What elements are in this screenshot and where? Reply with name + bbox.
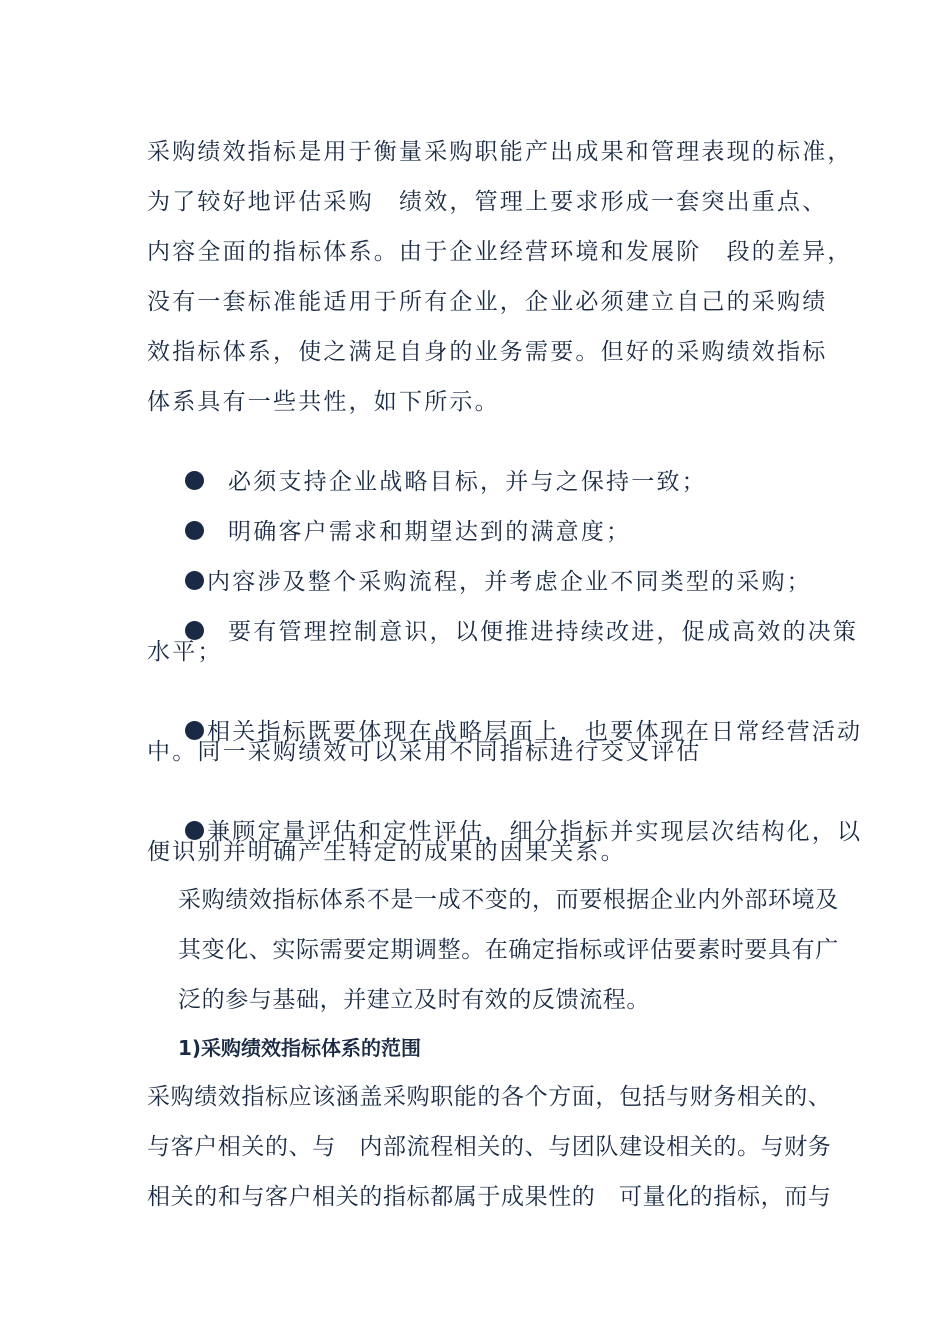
- bullet-continuation: 便识别并明确产生特定的成果的因果关系。: [147, 839, 626, 865]
- bullet-text: 兼顾定量评估和定性评估，细分指标并实现层次结构化，以: [207, 819, 863, 845]
- bullet-text: 明确客户需求和期望达到的满意度；: [228, 519, 632, 545]
- para1-line-6: 体系具有一些共性，如下所示。: [147, 389, 500, 415]
- para1-line-1: 采购绩效指标是用于衡量采购职能产出成果和管理表现的标准，: [147, 139, 853, 165]
- para1-line-2: 为了较好地评估采购 绩效，管理上要求形成一套突出重点、: [147, 189, 828, 215]
- para2-line-1: 采购绩效指标体系不是一成不变的，而要根据企业内外部环境及: [178, 887, 839, 913]
- para1-line-5: 效指标体系，使之满足自身的业务需要。但好的采购绩效指标: [147, 339, 828, 365]
- bullet-continuation: 水平；: [147, 639, 223, 665]
- para2-line-3: 泛的参与基础，并建立及时有效的反馈流程。: [178, 987, 650, 1013]
- para2-line-2: 其变化、实际需要定期调整。在确定指标或评估要素时要具有广: [178, 937, 839, 963]
- bullet-text: 必须支持企业战略目标，并与之保持一致；: [228, 469, 707, 495]
- bullet-text: 相关指标既要体现在战略层面上，也要体现在日常经营活动: [207, 719, 863, 745]
- bullet-item: [147, 587, 858, 677]
- para3-line-2: 与客户相关的、与 内部流程相关的、与团队建设相关的。与财务: [147, 1134, 832, 1160]
- para1-line-4: 没有一套标准能适用于所有企业，企业必须建立自己的采购绩: [147, 289, 828, 315]
- bullet-text: 内容涉及整个采购流程，并考虑企业不同类型的采购；: [207, 569, 812, 595]
- bullet-text: 要有管理控制意识，以便推进持续改进，促成高效的决策: [228, 619, 859, 645]
- section-heading: 1)采购绩效指标体系的范围: [178, 1036, 422, 1060]
- para3-line-3: 相关的和与客户相关的指标都属于成果性的 可量化的指标，而与: [147, 1184, 832, 1210]
- bullet-continuation: 中。同一采购绩效可以采用不同指标进行交叉评估: [147, 739, 702, 765]
- para3-line-1: 采购绩效指标应该涵盖采购职能的各个方面，包括与财务相关的、: [147, 1084, 832, 1110]
- para1-line-3: 内容全面的指标体系。由于企业经营环境和发展阶 段的差异，: [147, 239, 853, 265]
